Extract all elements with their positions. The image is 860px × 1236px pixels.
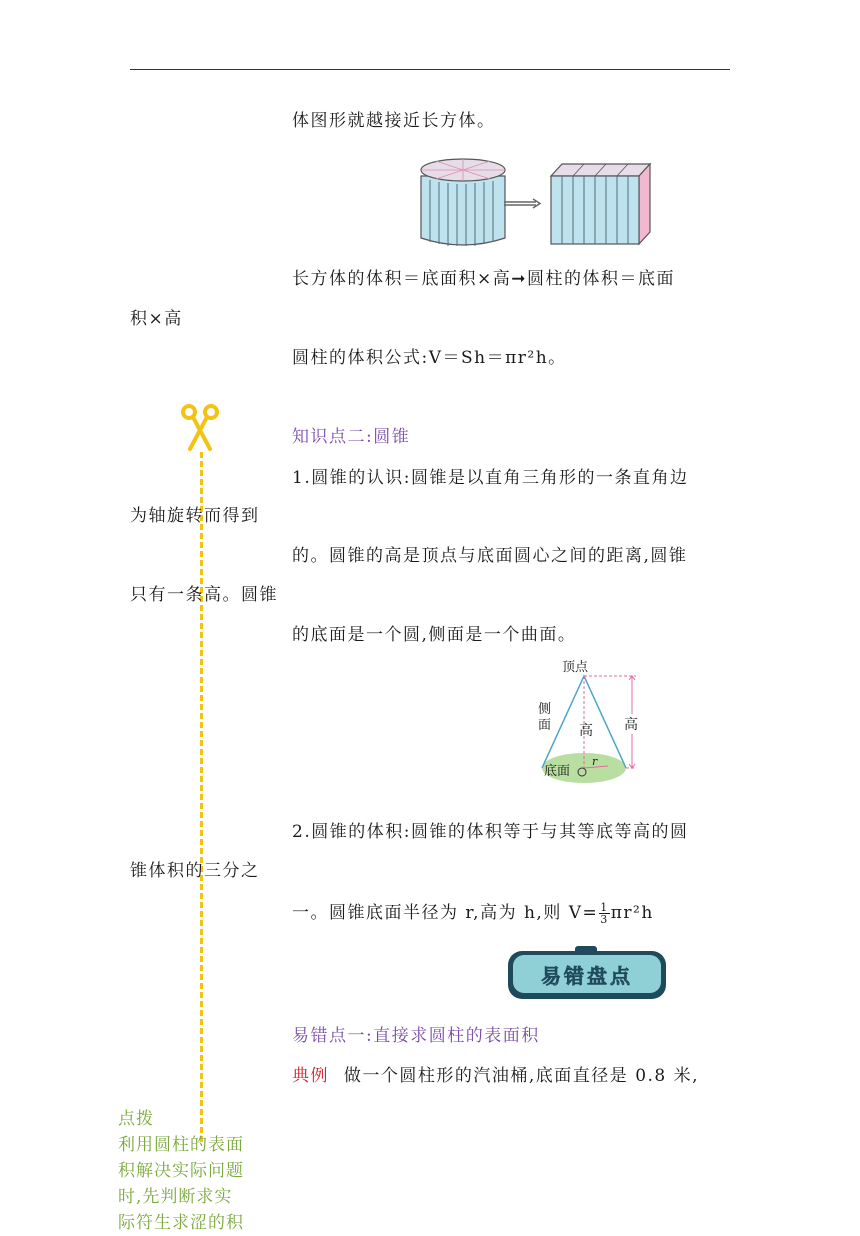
banner-tab — [575, 946, 597, 955]
banner-inner — [513, 955, 661, 993]
tip-title: 点拨 — [118, 1109, 154, 1129]
example-text: 做一个圆柱形的汽油桶,底面直径是 0.8 米, — [343, 1066, 700, 1086]
one-third-fraction — [599, 902, 610, 925]
cone-volume-formula-suffix: πr²h — [610, 903, 654, 923]
example-line — [292, 1061, 699, 1086]
cuboid-formula-line: 长方体的体积＝底面积×高➞圆柱的体积＝底面 — [292, 269, 675, 289]
tip-line: 际符生求涩的积 — [118, 1213, 244, 1233]
cone-volume-line: 锥体积的三分之 — [130, 861, 260, 881]
cone-side-label: 侧面 — [538, 702, 552, 733]
mistake-heading: 易错点一:直接求圆柱的表面积 — [292, 1026, 540, 1046]
common-mistakes-banner — [508, 951, 666, 999]
section-heading-cone: 知识点二:圆锥 — [292, 427, 411, 447]
cuboid-formula-line-wrap: 积×高 — [130, 309, 183, 329]
tip-line: 利用圆柱的表面 — [118, 1135, 244, 1155]
cone-volume-formula-prefix: 一。圆锥底面半径为 r,高为 h,则 V= — [292, 903, 599, 923]
cone-vertex-label: 顶点 — [562, 660, 589, 675]
cone-definition-line: 为轴旋转而得到 — [130, 506, 260, 526]
cone-height-dimension-label: 高 — [624, 714, 638, 734]
example-tag: 典例 — [292, 1066, 329, 1086]
cone-figure — [530, 654, 650, 794]
paragraph-continuation: 体图形就越接近长方体。 — [292, 111, 496, 131]
cone-volume-line: 2.圆锥的体积:圆锥的体积等于与其等底等高的圆 — [292, 822, 689, 842]
cone-definition-line: 只有一条高。圆锥 — [130, 585, 278, 605]
tip-line: 时,先判断求实 — [118, 1187, 233, 1207]
cone-definition-line: 的。圆锥的高是顶点与底面圆心之间的距离,圆锥 — [292, 546, 688, 566]
banner-label: 易错盘点 — [541, 963, 633, 988]
fraction-numerator: 1 — [600, 901, 609, 914]
cone-volume-formula — [292, 898, 654, 925]
cone-definition-line: 1.圆锥的认识:圆锥是以直角三角形的一条直角边 — [292, 468, 689, 488]
tip-note — [118, 1106, 244, 1236]
tip-line: 积解决实际问题 — [118, 1161, 244, 1181]
cone-definition-line: 的底面是一个圆,侧面是一个曲面。 — [292, 625, 577, 645]
fraction-denominator: 3 — [600, 913, 609, 926]
cone-base-label: 底面 — [544, 764, 571, 779]
cylinder-to-cuboid-figure — [416, 156, 666, 254]
cone-height-label: 高 — [579, 723, 593, 739]
cone-radius-label: r — [592, 755, 598, 768]
header-rule — [130, 69, 730, 70]
cut-line — [200, 452, 203, 1142]
scissors-icon — [180, 403, 220, 453]
cylinder-volume-formula: 圆柱的体积公式:V＝Sh＝πr²h。 — [292, 348, 567, 368]
